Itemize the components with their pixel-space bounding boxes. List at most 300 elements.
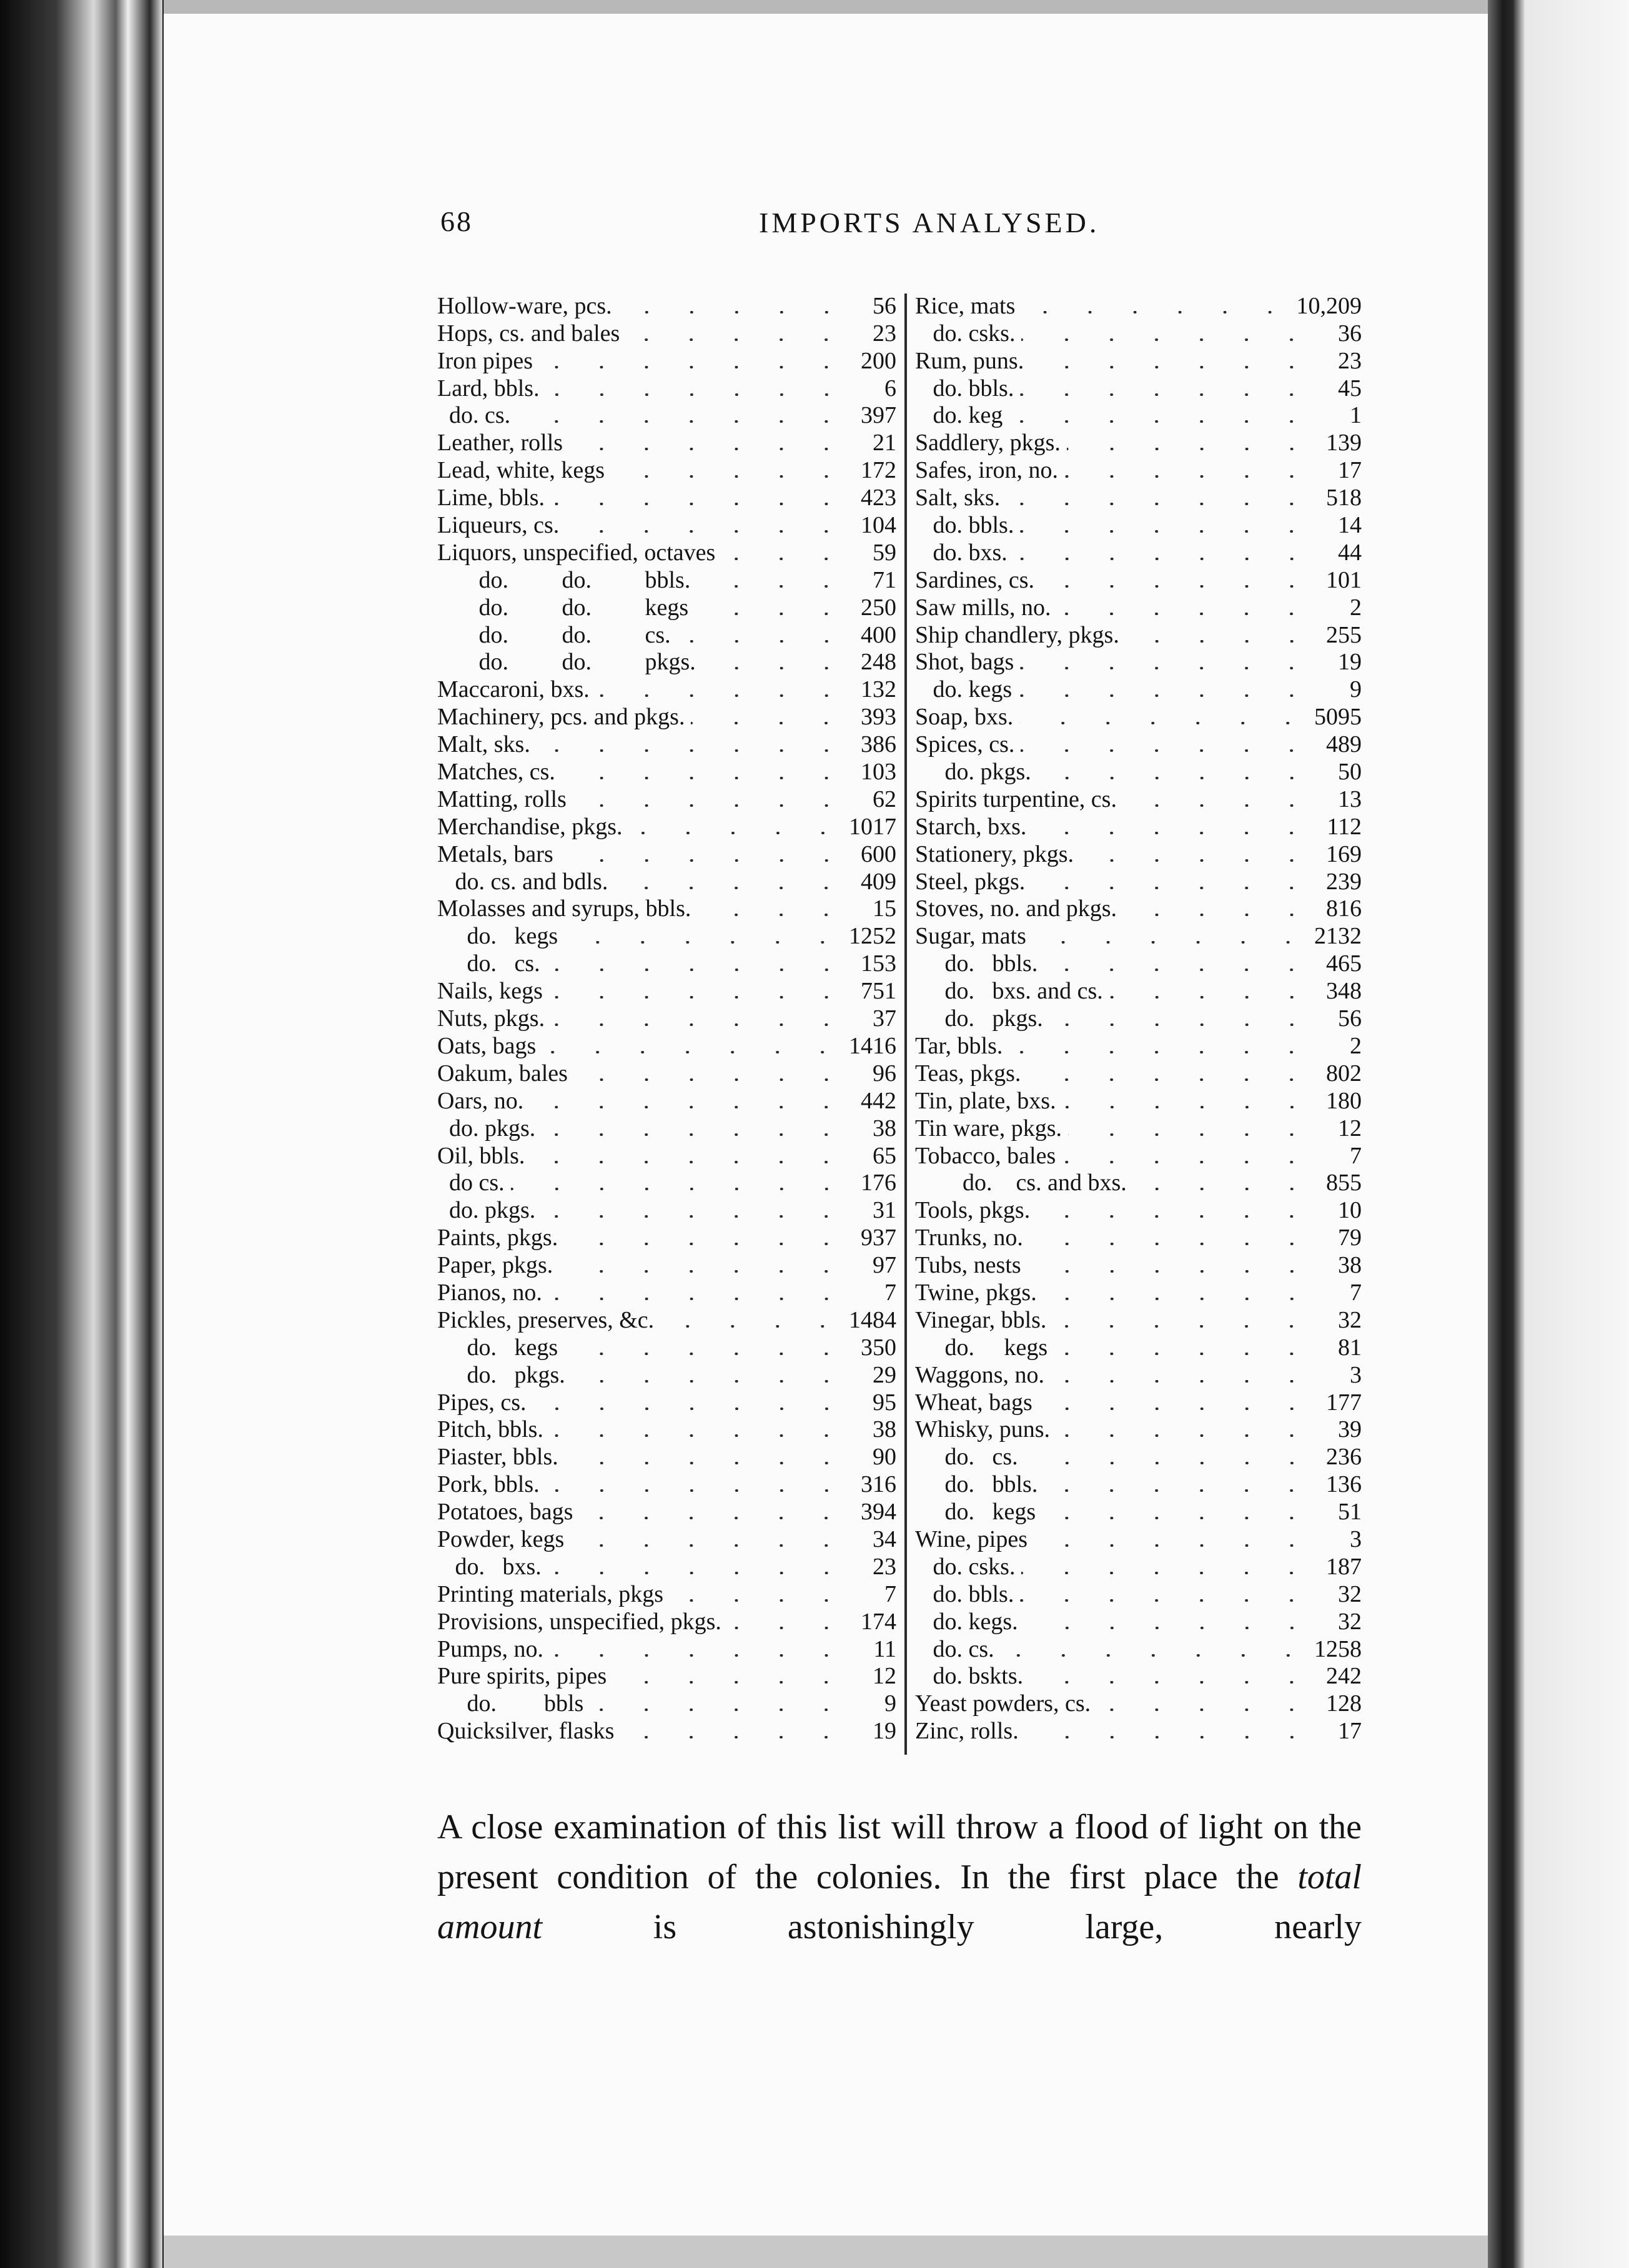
leader-dots [596,694,849,697]
item-label: Oats, bags [437,1032,537,1059]
list-item [915,292,1362,320]
list-item [915,1115,1362,1142]
list-item [437,1196,896,1224]
list-item [437,1389,896,1416]
list-item [915,1170,1362,1197]
item-quantity: 236 [1326,1444,1362,1471]
item-quantity: 2 [1350,1032,1362,1059]
list-item [915,1060,1362,1087]
leader-dots [620,1736,849,1738]
item-label: Soap, bxs. [915,704,1014,731]
leader-dots [1032,941,1310,944]
item-label: Provisions, unspecified, pkgs. [437,1608,721,1635]
item-quantity: 139 [1326,430,1362,456]
item-label: Wine, pipes [915,1526,1027,1552]
list-item [915,649,1362,676]
list-item [437,977,896,1005]
item-label: Starch, bxs. [915,813,1027,840]
item-quantity: 1258 [1314,1635,1362,1662]
item-label: Trunks, no. [915,1225,1023,1251]
item-quantity: 176 [861,1170,896,1196]
item-quantity: 180 [1326,1087,1362,1114]
item-quantity: 172 [861,457,896,484]
list-item [915,1251,1362,1279]
leader-dots [618,311,849,313]
item-quantity: 34 [873,1526,896,1552]
item-label: Matting, rolls [437,786,567,812]
list-item [915,1032,1362,1060]
item-quantity: 132 [861,676,896,703]
list-item [915,347,1362,375]
list-item [915,1416,1362,1444]
list-item [915,1580,1362,1608]
list-item [437,292,896,320]
item-label: Wheat, bags [915,1389,1032,1416]
item-quantity: 45 [1338,375,1362,402]
list-item [437,429,896,456]
item-label: Sardines, cs. [915,566,1035,593]
item-label: do. bskts. [915,1663,1024,1690]
leader-dots [1044,969,1314,971]
item-quantity: 81 [1338,1334,1362,1361]
item-label: Rice, mats [915,292,1016,319]
item-quantity: 104 [861,512,896,539]
list-item [437,511,896,539]
list-item [915,1279,1362,1306]
leader-dots [548,1572,849,1574]
item-quantity: 50 [1338,759,1362,786]
item-label: Hollow-ware, pcs. [437,292,612,319]
list-item [437,539,896,566]
leader-dots [696,585,849,588]
leader-dots [629,832,845,834]
item-label: Hops, cs. and bales [437,320,620,347]
item-label: do. cs. [437,402,511,429]
item-label: Pianos, no. [437,1279,542,1306]
item-quantity: 600 [861,841,896,867]
item-label: Powder, kegs [437,1526,565,1552]
item-quantity: 15 [873,895,896,922]
item-label: Paper, pkgs. [437,1252,553,1279]
list-item [915,1005,1362,1032]
item-quantity: 393 [861,704,896,731]
leader-dots [530,1106,849,1108]
item-quantity: 751 [861,978,896,1005]
list-item [437,895,896,923]
item-quantity: 1252 [849,923,896,950]
list-item [915,375,1362,402]
leader-dots [677,640,849,643]
list-item [915,950,1362,977]
item-label: Malt, sks. [437,731,530,758]
item-quantity: 9 [884,1690,896,1717]
item-label: Spices, cs. [915,731,1015,758]
leader-dots [611,475,849,478]
item-label: do. cs. and bdls. [437,868,608,895]
list-item [437,1498,896,1526]
item-quantity: 3 [1350,1526,1362,1552]
list-item [915,1334,1362,1361]
leader-dots [551,503,849,505]
leader-dots [626,338,849,341]
leader-dots [1062,1161,1314,1163]
item-label: do. do. cs. [437,621,671,648]
leader-dots [549,996,849,998]
list-item [437,868,896,895]
list-item [915,456,1362,484]
leader-dots [721,558,849,560]
list-item [915,1142,1362,1170]
item-quantity: 239 [1326,868,1362,895]
leader-dots [531,1161,849,1163]
leader-dots [572,1380,849,1383]
item-label: Pumps, no. [437,1635,543,1662]
list-item [915,1087,1362,1115]
item-label: do. do. bbls. [437,566,691,593]
item-quantity: 36 [1338,320,1362,347]
imports-list-right [915,292,1362,1745]
item-label: Maccaroni, bxs. [437,676,590,703]
item-label: Twine, pkgs. [915,1279,1037,1306]
item-label: Quicksilver, flasks [437,1718,615,1745]
list-item [915,813,1362,841]
leader-dots [546,393,849,396]
item-quantity: 12 [873,1663,896,1690]
list-item [437,1334,896,1361]
list-item [437,1279,896,1306]
paragraph-text-2: is astonishingly large, nearly [542,1908,1362,1946]
item-label: Spirits turpentine, cs. [915,786,1117,812]
leader-dots [1041,585,1314,588]
item-quantity: 489 [1326,731,1362,758]
list-item [437,1361,896,1389]
list-item [437,1416,896,1444]
item-label: do. bxs. and cs. [915,978,1103,1005]
item-quantity: 242 [1326,1663,1362,1690]
item-label: do. bbls. [915,375,1014,402]
item-label: Oil, bbls. [437,1142,525,1169]
leader-dots [574,1078,849,1081]
leader-dots [702,667,849,669]
leader-dots [1009,420,1314,423]
list-item [437,1471,896,1498]
leader-dots [579,1517,849,1519]
leader-dots [539,366,849,368]
leader-dots [1123,914,1314,916]
leader-dots [691,722,849,724]
item-quantity: 10,209 [1296,292,1362,319]
paragraph-italic: total amount [437,1858,1362,1946]
item-label: do. kegs [437,923,558,950]
item-label: Oars, no. [437,1087,524,1114]
leader-dots [1020,667,1314,669]
item-label: do. cs. [915,1635,994,1662]
leader-dots [548,1298,849,1300]
item-quantity: 10 [1338,1197,1362,1224]
leader-dots [533,1408,849,1410]
item-label: do. kegs [915,1499,1036,1526]
leader-dots [1020,1599,1314,1602]
item-quantity: 255 [1326,621,1362,648]
item-quantity: 1017 [849,813,896,840]
running-head [440,205,1365,249]
item-label: Potatoes, bags [437,1499,573,1526]
list-item [915,977,1362,1005]
leader-dots [1024,1462,1314,1464]
item-label: Saddlery, pkgs. [915,430,1061,456]
leader-dots [560,859,849,862]
item-label: Liquors, unspecified, octaves [437,539,716,566]
list-item [437,320,896,347]
list-item [915,511,1362,539]
list-item [437,1087,896,1115]
list-item [437,1005,896,1032]
item-label: Piaster, bbls. [437,1444,558,1471]
item-quantity: 19 [1338,649,1362,676]
item-quantity: 7 [1350,1142,1362,1169]
item-quantity: 112 [1327,813,1362,840]
item-label: Pitch, bbls. [437,1416,543,1443]
item-label: Ship chandlery, pkgs. [915,621,1119,648]
item-label: Salt, sks. [915,485,1001,511]
item-quantity: 465 [1326,950,1362,977]
list-item [437,1526,896,1553]
leader-dots [565,1462,849,1464]
item-quantity: 13 [1338,786,1362,812]
list-item [915,621,1362,649]
item-quantity: 169 [1326,841,1362,867]
item-label: Shot, bags [915,649,1014,676]
list-item [437,566,896,594]
item-label: do. bbls. [915,1580,1014,1607]
item-quantity: 17 [1338,457,1362,484]
item-quantity: 59 [873,539,896,566]
item-label: Waggons, no. [915,1361,1044,1388]
leader-dots [1029,1681,1314,1684]
item-label: Tar, bbls. [915,1032,1003,1059]
leader-dots [564,1353,849,1355]
item-quantity: 153 [861,950,896,977]
leader-dots [1067,448,1314,450]
leader-dots [1025,1736,1314,1738]
list-item [437,922,896,950]
item-label: Nuts, pkgs. [437,1005,545,1032]
item-quantity: 177 [1326,1389,1362,1416]
leader-dots [670,1599,849,1602]
leader-dots [546,1489,849,1492]
list-item [437,676,896,703]
leader-dots [1001,1654,1310,1657]
list-item [437,1170,896,1197]
leader-dots [1030,366,1314,368]
leader-dots [550,1654,849,1657]
item-label: do. cs. and bxs. [915,1170,1127,1196]
item-label: Pickles, preserves, &c. [437,1306,655,1333]
leader-dots [1051,1380,1314,1383]
item-label: Vinegar, bbls. [915,1306,1047,1333]
list-item [915,922,1362,950]
item-label: Nails, kegs [437,978,543,1005]
leader-dots [1021,338,1314,341]
leader-dots [542,1051,845,1053]
item-label: Sugar, mats [915,923,1026,950]
book-binding-left [0,0,162,2268]
leader-dots [1064,475,1314,478]
item-label: Steel, pkgs. [915,868,1026,895]
paragraph-text-1: A close examination of this list will throw a flood of light on the present condition of the colonies. In the first place the [437,1808,1362,1896]
leader-dots [1097,1708,1314,1711]
item-quantity: 17 [1338,1718,1362,1745]
list-item [915,1224,1362,1251]
leader-dots [1036,1215,1314,1218]
item-label: Paints, pkgs. [437,1225,558,1251]
leader-dots [697,914,849,916]
item-label: do. pkgs. [915,1005,1043,1032]
leader-dots [564,941,845,944]
item-label: Oakum, bales [437,1060,568,1087]
item-quantity: 51 [1338,1499,1362,1526]
item-quantity: 409 [861,868,896,895]
list-item [915,1635,1362,1663]
item-label: Machinery, pcs. and pkgs. [437,704,685,731]
item-quantity: 29 [873,1361,896,1388]
item-quantity: 44 [1338,539,1362,566]
item-quantity: 38 [873,1416,896,1443]
item-quantity: 2 [1350,594,1362,621]
list-item [437,841,896,868]
item-label: Matches, cs. [437,759,555,786]
leader-dots [1018,694,1314,697]
leader-dots [511,1188,849,1190]
item-label: do. cs. [915,1444,1018,1471]
item-label: Lime, bbls. [437,485,545,511]
list-item [915,1608,1362,1635]
item-label: do. kegs [437,1334,558,1361]
item-quantity: 32 [1338,1580,1362,1607]
item-label: Printing materials, pkgs [437,1580,664,1607]
item-label: Lard, bbls. [437,375,540,402]
item-quantity: 11 [873,1635,896,1662]
list-item [437,1553,896,1580]
list-item [437,621,896,649]
leader-dots [1068,1133,1314,1136]
list-item [437,731,896,758]
item-quantity: 250 [861,594,896,621]
item-label: Leather, rolls [437,430,563,456]
item-quantity: 937 [861,1225,896,1251]
leader-dots [542,1215,849,1218]
item-label: Tobacco, bales [915,1142,1056,1169]
item-label: do. bxs. [437,1553,542,1580]
leader-dots [1009,1051,1314,1053]
item-quantity: 187 [1326,1553,1362,1580]
list-item [915,1690,1362,1717]
list-item [915,1196,1362,1224]
list-item [437,1060,896,1087]
list-item [437,703,896,731]
item-quantity: 518 [1326,485,1362,511]
item-quantity: 2132 [1314,923,1362,950]
leader-dots [1054,1353,1314,1355]
list-item [915,402,1362,430]
item-label: do. kegs [915,676,1013,703]
item-quantity: 3 [1350,1361,1362,1388]
leader-dots [613,1681,849,1684]
page-bottom-edge [164,2236,1488,2268]
leader-dots [573,804,849,807]
list-item [915,484,1362,511]
list-item [915,758,1362,786]
list-item [915,1306,1362,1334]
item-label: do. csks. [915,320,1016,347]
item-quantity: 19 [873,1718,896,1745]
leader-dots [1024,1627,1314,1629]
item-quantity: 5095 [1314,704,1362,731]
item-quantity: 38 [1338,1252,1362,1279]
item-quantity: 802 [1326,1060,1362,1087]
item-quantity: 103 [861,759,896,786]
leader-dots [1006,503,1314,505]
item-quantity: 348 [1326,978,1362,1005]
list-item [437,347,896,375]
list-item [437,1690,896,1717]
item-label: Zinc, rolls. [915,1718,1019,1745]
leader-dots [1032,832,1314,834]
leader-dots [562,777,849,779]
item-quantity: 23 [873,320,896,347]
item-quantity: 394 [861,1499,896,1526]
leader-dots [1133,1188,1314,1190]
item-quantity: 400 [861,621,896,648]
leader-dots [1021,749,1314,752]
item-quantity: 350 [861,1334,896,1361]
leader-dots [1123,804,1314,807]
list-item [915,429,1362,456]
leader-dots [1043,1298,1314,1300]
list-item [915,895,1362,923]
leader-dots [1034,1544,1314,1547]
item-label: do. kegs [915,1334,1048,1361]
list-item [915,731,1362,758]
item-label: Liqueurs, cs. [437,512,560,539]
item-quantity: 71 [873,566,896,593]
item-label: do. pkgs. [437,1115,536,1141]
item-label: Teas, pkgs. [915,1060,1021,1087]
list-item [437,1608,896,1635]
leader-dots [1056,1434,1314,1437]
item-quantity: 12 [1338,1115,1362,1141]
item-quantity: 23 [1338,347,1362,374]
list-item [915,594,1362,621]
item-label: do. do. kegs [437,594,689,621]
item-quantity: 14 [1338,512,1362,539]
item-quantity: 136 [1326,1471,1362,1498]
item-label: Pork, bbls. [437,1471,540,1498]
leader-dots [1062,1106,1314,1108]
list-item [437,1142,896,1170]
list-item [915,1443,1362,1471]
item-quantity: 248 [861,649,896,676]
leader-dots [1037,777,1314,779]
item-quantity: 6 [884,375,896,402]
item-quantity: 855 [1326,1170,1362,1196]
list-item [915,566,1362,594]
item-label: Iron pipes [437,347,533,374]
list-item [437,813,896,841]
item-label: Merchandise, pkgs. [437,813,623,840]
item-quantity: 1484 [849,1306,896,1333]
item-quantity: 62 [873,786,896,812]
